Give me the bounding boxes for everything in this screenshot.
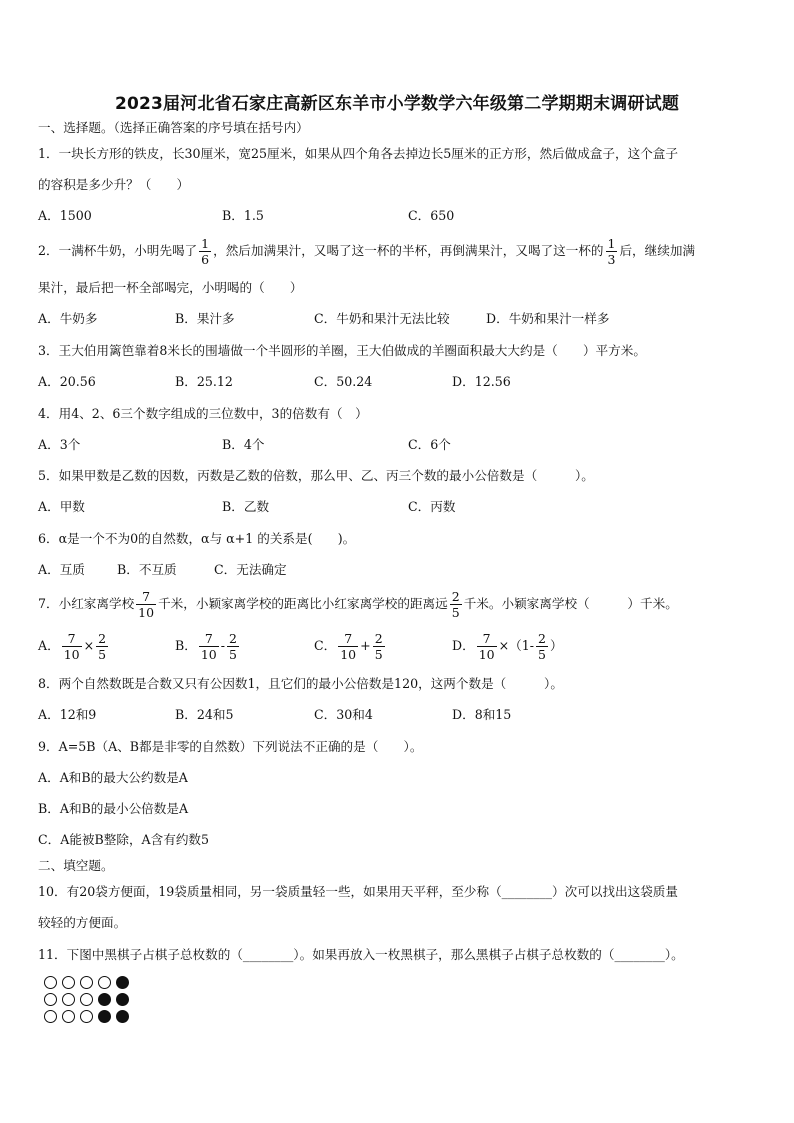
q4-option-b: B．4个	[222, 437, 265, 452]
question-10-text: 10．有20袋方便面，19袋质量相同，另一袋质量轻一些，如果用天平秤，至少称（________）次可以找出这袋质量	[38, 884, 678, 899]
fraction-seven-tenths	[62, 631, 82, 662]
fraction-seven-tenths	[199, 631, 219, 662]
q9-option-c: C．A能被B整除，A含有约数5	[38, 832, 210, 847]
fraction-numerator: 7	[62, 631, 82, 647]
fraction-seven-tenths	[477, 631, 497, 662]
page-title: 2023届河北省石家庄高新区东羊市小学数学六年级第二学期期末调研试题	[114, 94, 680, 114]
q2-option-b: B．果汁多	[175, 311, 235, 326]
fraction-denominator: 5	[98, 647, 107, 662]
question-8-text: 8．两个自然数既是合数又只有公因数1，且它们的最小公倍数是120，这两个数是（ ）。	[38, 676, 563, 691]
q6-option-a: A．互质	[38, 562, 85, 577]
q1-option-a: A．1500	[38, 208, 92, 223]
closing-paren: ）	[549, 638, 563, 653]
white-piece-icon	[44, 1010, 57, 1023]
operator: -	[220, 638, 226, 653]
option-label: B．	[175, 638, 197, 653]
option-label: C．	[314, 638, 337, 653]
fraction-numerator: 1	[607, 236, 616, 251]
fraction-numerator: 7	[136, 589, 156, 605]
piece-row	[44, 976, 129, 989]
fraction-two-fifths	[373, 631, 385, 662]
white-piece-icon	[44, 976, 57, 989]
black-piece-icon	[116, 976, 129, 989]
question-10-text-cont: 较轻的方便面。	[38, 915, 127, 930]
q7-text-part3: 千米。小颖家离学校（ ）千米。	[463, 596, 678, 611]
q4-option-a: A．3个	[38, 437, 81, 452]
q4-option-c: C．6个	[408, 437, 451, 452]
question-2-text-cont: 果汁，最后把一杯全部喝完，小明喝的（ ）	[38, 280, 303, 295]
q7-option-b	[175, 631, 241, 662]
black-piece-icon	[98, 993, 111, 1006]
piece-row	[44, 993, 129, 1006]
q1-option-c: C．650	[408, 208, 455, 223]
q5-option-a: A．甲数	[38, 499, 85, 514]
option-label: A．	[38, 638, 60, 653]
operator: ×（1-	[498, 638, 535, 653]
white-piece-icon	[62, 993, 75, 1006]
fraction-numerator: 2	[451, 589, 460, 604]
q7-option-c	[314, 631, 387, 662]
fraction-denominator: 10	[138, 605, 155, 620]
fraction-numerator: 7	[338, 631, 358, 647]
fraction-two-fifths	[96, 631, 108, 662]
fraction-two-fifths	[450, 589, 462, 620]
fraction-numerator: 2	[229, 631, 237, 646]
fraction-two-fifths	[227, 631, 239, 662]
q2-text-part3: 后，继续加满	[619, 243, 696, 258]
option-label: D．	[452, 638, 475, 653]
fraction-denominator: 5	[538, 647, 546, 662]
white-piece-icon	[98, 976, 111, 989]
fraction-denominator: 10	[340, 647, 357, 662]
q6-option-c: C．无法确定	[214, 562, 287, 577]
white-piece-icon	[80, 976, 93, 989]
chess-piece-grid	[44, 976, 129, 1027]
fraction-numerator: 2	[374, 631, 383, 646]
fraction-denominator: 5	[374, 647, 383, 662]
operator: ×	[83, 638, 95, 653]
question-7-text	[38, 589, 678, 620]
q2-text-part2: ，然后加满果汁，又喝了这一杯的半杯，再倒满果汁，又喝了这一杯的	[213, 243, 604, 258]
q3-option-a: A．20.56	[38, 374, 96, 389]
q5-option-b: B．乙数	[222, 499, 270, 514]
q3-option-c: C．50.24	[314, 374, 373, 389]
q8-option-b: B．24和5	[175, 707, 234, 722]
white-piece-icon	[80, 1010, 93, 1023]
fraction-two-fifths	[536, 631, 548, 662]
q2-option-d: D．牛奶和果汁一样多	[486, 311, 610, 326]
fraction-seven-tenths	[136, 589, 156, 620]
question-1-text-cont: 的容积是多少升？（ ）	[38, 177, 190, 192]
q3-option-d: D．12.56	[452, 374, 511, 389]
q7-text-part1: 7．小红家离学校	[38, 596, 135, 611]
q7-option-a	[38, 631, 110, 662]
question-6-text: 6．α是一个不为0的自然数，α与 α+1 的关系是( )。	[38, 531, 356, 546]
fraction-denominator: 3	[607, 252, 616, 267]
q8-option-a: A．12和9	[38, 707, 97, 722]
black-piece-icon	[98, 1010, 111, 1023]
q9-option-b: B．A和B的最小公倍数是A	[38, 801, 189, 816]
question-11-text: 11．下图中黑棋子占棋子总枚数的（________）。如果再放入一枚黑棋子，那么黑棋子占棋子总枚数的（________）。	[38, 947, 684, 962]
section-heading-choice: 一、选择题。（选择正确答案的序号填在括号内）	[38, 120, 309, 135]
piece-row	[44, 1010, 129, 1023]
fraction-denominator: 5	[451, 605, 460, 620]
q8-option-d: D．8和15	[452, 707, 512, 722]
fraction-denominator: 10	[63, 647, 80, 662]
question-5-text: 5．如果甲数是乙数的因数，丙数是乙数的倍数，那么甲、乙、丙三个数的最小公倍数是（ ）。	[38, 468, 594, 483]
q8-option-c: C．30和4	[314, 707, 373, 722]
fraction-numerator: 7	[477, 631, 497, 647]
fraction-denominator: 6	[201, 252, 210, 267]
q2-text-part1: 2．一满杯牛奶，小明先喝了	[38, 243, 198, 258]
question-2-text	[38, 236, 695, 267]
fraction-one-third	[606, 236, 618, 267]
white-piece-icon	[80, 993, 93, 1006]
q3-option-b: B．25.12	[175, 374, 233, 389]
q1-option-b: B．1.5	[222, 208, 264, 223]
black-piece-icon	[116, 1010, 129, 1023]
operator: +	[360, 638, 371, 653]
fraction-denominator: 10	[478, 647, 495, 662]
fraction-denominator: 10	[200, 647, 217, 662]
fraction-one-sixth	[199, 236, 211, 267]
fraction-numerator: 2	[538, 631, 546, 646]
question-9-text: 9．A=5B（A、B都是非零的自然数）下列说法不正确的是（ ）。	[38, 739, 423, 754]
q5-option-c: C．丙数	[408, 499, 456, 514]
fraction-numerator: 1	[201, 236, 210, 251]
fraction-numerator: 2	[98, 631, 107, 646]
fraction-seven-tenths	[338, 631, 358, 662]
question-3-text: 3．王大伯用篱笆靠着8米长的围墙做一个半圆形的羊圈，王大伯做成的羊圈面积最大大约是（ ）平方米。	[38, 343, 646, 358]
q2-option-a: A．牛奶多	[38, 311, 98, 326]
black-piece-icon	[116, 993, 129, 1006]
white-piece-icon	[62, 976, 75, 989]
question-1-text: 1．一块长方形的铁皮，长30厘米，宽25厘米，如果从四个角各去掉边长5厘米的正方形，然后做成盒子，这个盒子	[38, 146, 678, 161]
section-heading-fill: 二、填空题。	[38, 858, 114, 873]
q2-option-c: C．牛奶和果汁无法比较	[314, 311, 450, 326]
q6-option-b: B．不互质	[117, 562, 177, 577]
question-4-text: 4．用4、2、6三个数字组成的三位数中，3的倍数有（ ）	[38, 406, 368, 421]
white-piece-icon	[44, 993, 57, 1006]
q7-option-d	[452, 631, 563, 662]
fraction-numerator: 7	[199, 631, 219, 647]
q7-text-part2: 千米，小颖家离学校的距离比小红家离学校的距离远	[158, 596, 448, 611]
fraction-denominator: 5	[229, 647, 237, 662]
white-piece-icon	[62, 1010, 75, 1023]
q9-option-a: A．A和B的最大公约数是A	[38, 770, 188, 785]
